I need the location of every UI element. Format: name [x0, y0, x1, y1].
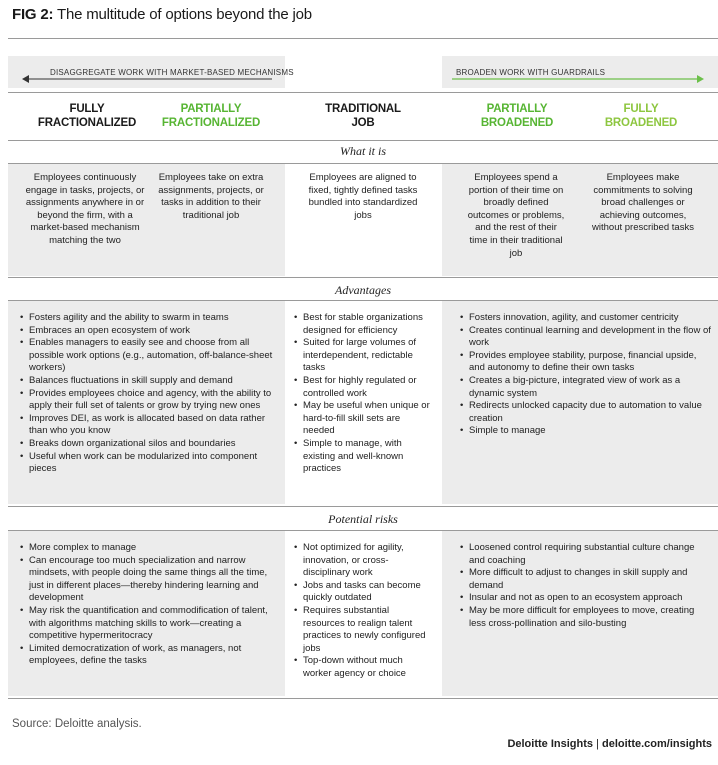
brand-name: Deloitte Insights: [507, 738, 593, 750]
risk-rule: [8, 530, 718, 531]
list-item: • Enables managers to easily see and choose from all possible work options (e.g., automation, off-balance-sheet workers): [20, 337, 275, 375]
header-top-rule: [8, 92, 718, 93]
list-item: • Insular and not as open to an ecosystem approach: [460, 592, 712, 605]
col-line: BROADENED: [604, 117, 678, 129]
col-fully-broadened: [576, 102, 706, 130]
what-rule: [8, 163, 718, 164]
list-item: • Embraces an open ecosystem of work: [20, 325, 275, 338]
col-line: FRACTIONALIZED: [161, 117, 261, 129]
col-line: TRADITIONAL: [325, 103, 401, 115]
figure-label: FIG 2:: [12, 6, 54, 23]
col-line: PARTIALLY: [486, 103, 548, 115]
adv-rule: [8, 300, 718, 301]
section-advantages: Advantages: [335, 283, 391, 297]
arrow-left-label: DISAGGREGATE WORK WITH MARKET-BASED MECHANISMS: [50, 68, 294, 77]
risks-left-list: [20, 542, 272, 668]
col-partially-fractionalized: [146, 102, 276, 130]
list-item: • Best for highly regulated or controlled work: [294, 375, 432, 400]
list-item: • Jobs and tasks can become quickly outdated: [294, 580, 430, 605]
advantages-left-list: [20, 312, 275, 476]
col-line: JOB: [351, 117, 375, 129]
list-item: • Fosters innovation, agility, and customer centricity: [460, 312, 712, 325]
col-line: FULLY: [623, 103, 659, 115]
list-item: • May be useful when unique or hard-to-fill skill sets are needed: [294, 400, 432, 438]
figure-title-text: The multitude of options beyond the job: [57, 6, 312, 23]
col-line: BROADENED: [480, 117, 554, 129]
list-item: • May be more difficult for employees to move, creating less cross-pollination and silo-busting: [460, 605, 712, 630]
list-item: • Can encourage too much specialization and narrow mindsets, with people doing the same things all the time, just in different places—thereby hindering learning and development: [20, 555, 272, 605]
list-item: • Provides employees choice and agency, with the ability to apply their full set of talents or grow by trying new ones: [20, 388, 275, 413]
list-item: • Creates continual learning and development in the flow of work: [460, 325, 712, 350]
advantages-right-list: [460, 312, 712, 438]
list-item: • Loosened control requiring substantial culture change and coaching: [460, 542, 712, 567]
section-what-it-is: What it is: [339, 144, 386, 158]
list-item: • Simple to manage, with existing and well-known practices: [294, 438, 432, 476]
list-item: • Improves DEI, as work is allocated based on data rather than who you know: [20, 413, 275, 438]
arrow-left: [22, 74, 272, 84]
what-partially-fractionalized: Employees take on extra assignments, projects, or tasks in addition to their traditional job: [158, 172, 264, 221]
list-item: • More complex to manage: [20, 542, 272, 555]
list-item: • Provides employee stability, purpose, financial upside, and autonomy to define their own tasks: [460, 350, 712, 375]
arrow-right-label: BROADEN WORK WITH GUARDRAILS: [456, 68, 606, 77]
list-item: • Useful when work can be modularized into component pieces: [20, 451, 275, 476]
risks-center-list: [294, 542, 430, 681]
list-item: • Best for stable organizations designed for efficiency: [294, 312, 432, 337]
list-item: • Creates a big-picture, integrated view of work as a dynamic system: [460, 375, 712, 400]
what-fully-fractionalized: Employees continuously engage in tasks, projects, or assignments anywhere in or beyond the firm, with a market-based mechanism matching the two: [25, 172, 145, 246]
bottom-rule: [8, 698, 718, 699]
col-traditional-job: [298, 102, 428, 130]
list-item: • Simple to manage: [460, 425, 712, 438]
brand-footer: [507, 738, 712, 750]
advantages-center-list: [294, 312, 432, 476]
list-item: • Top-down without much worker agency or choice: [294, 655, 430, 680]
list-item: • Requires substantial resources to realign talent practices to newly configured jobs: [294, 605, 430, 655]
brand-separator: |: [596, 738, 599, 750]
figure-title: [12, 6, 312, 23]
brand-url[interactable]: deloitte.com/insights: [601, 738, 712, 750]
what-traditional-job: Employees are aligned to fixed, tightly defined tasks bundled into standardized jobs: [308, 172, 418, 221]
list-item: • Redirects unlocked capacity due to automation to value creation: [460, 400, 712, 425]
list-item: • Suited for large volumes of interdependent, redictable tasks: [294, 337, 432, 375]
source-note: Source: Deloitte analysis.: [12, 718, 142, 730]
title-rule: [8, 38, 718, 39]
adv-bottom-rule: [8, 506, 718, 507]
list-item: • Not optimized for agility, innovation, or cross-disciplinary work: [294, 542, 430, 580]
arrow-right: [452, 74, 704, 84]
what-bottom-rule: [8, 277, 718, 278]
col-line: PARTIALLY: [180, 103, 242, 115]
what-partially-broadened: Employees spend a portion of their time on broadly defined outcomes or problems, and the rest of their time in their traditional job: [467, 172, 565, 259]
list-item: • Breaks down organizational silos and boundaries: [20, 438, 275, 451]
list-item: • May risk the quantification and commodification of talent, with algorithms matching skills to work—creating a competitive hypermeritocracy: [20, 605, 272, 643]
list-item: • More difficult to adjust to changes in skill supply and demand: [460, 567, 712, 592]
col-partially-broadened: [452, 102, 582, 130]
list-item: • Limited democratization of work, as managers, not employees, define the tasks: [20, 643, 272, 668]
what-fully-broadened: Employees make commitments to solving broad challenges or achieving outcomes, without prescribed tasks: [592, 172, 694, 234]
header-bottom-rule: [8, 140, 718, 141]
list-item: • Fosters agility and the ability to swarm in teams: [20, 312, 275, 325]
col-line: FRACTIONALIZED: [37, 117, 137, 129]
col-fully-fractionalized: [22, 102, 152, 130]
section-potential-risks: Potential risks: [328, 512, 398, 526]
list-item: • Balances fluctuations in skill supply and demand: [20, 375, 275, 388]
risks-right-list: [460, 542, 712, 630]
col-line: FULLY: [69, 103, 105, 115]
